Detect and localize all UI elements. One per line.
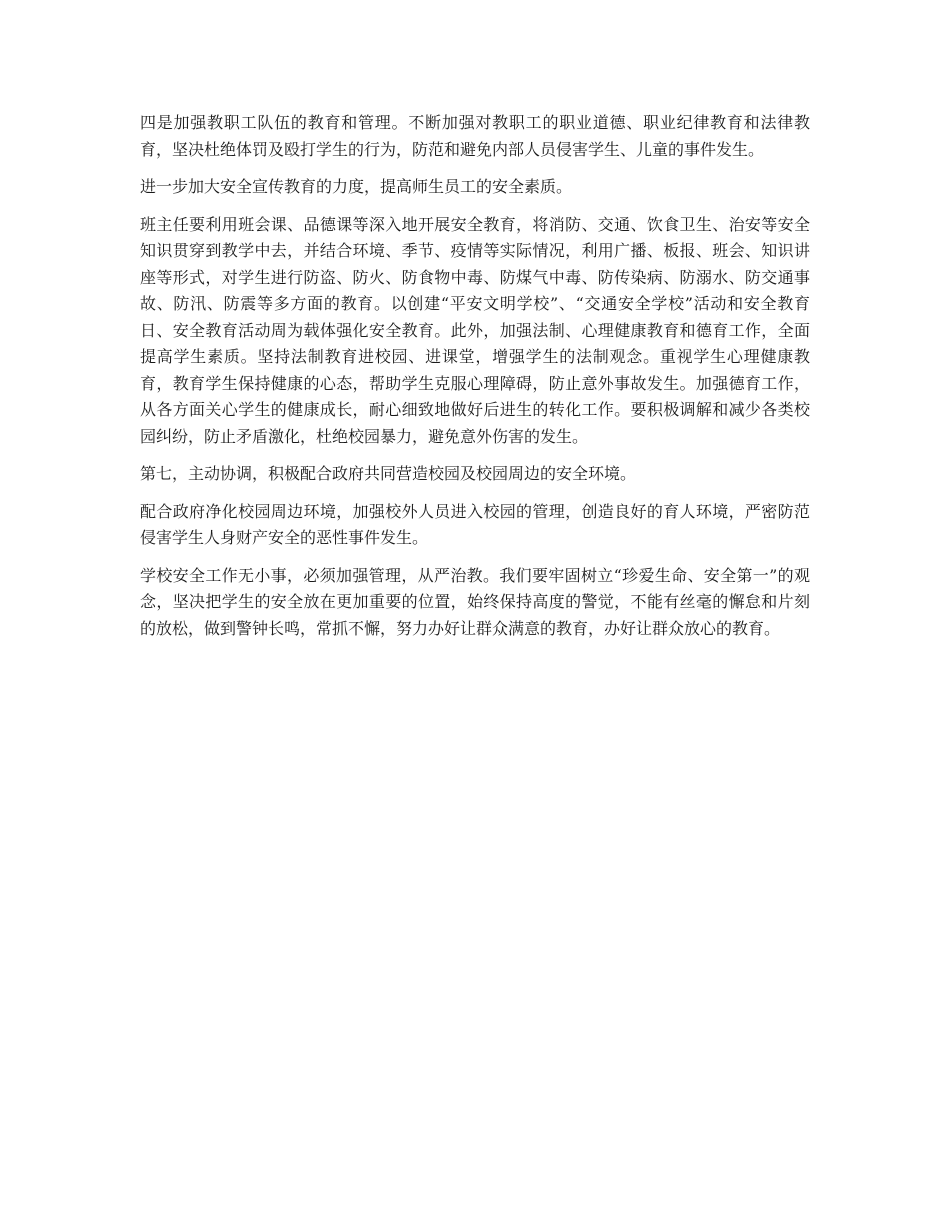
paragraph-campus-environment: 配合政府净化校园周边环境，加强校外人员进入校园的管理，创造良好的育人环境，严密防范侵害学生人身财产安全的恶性事件发生。 [140, 501, 810, 547]
paragraph-safety-education: 班主任要利用班会课、品德课等深入地开展安全教育，将消防、交通、饮食卫生、治安等安全知识贯穿到教学中去，并结合环境、季节、疫情等实际情况，利用广播、板报、班会、知识讲座等形式，对学生进行防盗、防火、防食物中毒、防煤气中毒、防传染病、防溺水、防交通事故、防汛、防震等多方面的教育。以创建“平安文明学校”、“交通安全学校”活动和安全教育日、安全教育活动周为载体强化安全教育。此外，加强法制、心理健康教育和德育工作，全面提高学生素质。坚持法制教育进校园、进课堂，增强学生的法制观念。重视学生心理健康教育，教育学生保持健康的心态，帮助学生克服心理障碍，防止意外事故发生。加强德育工作，从各方面关心学生的健康成长，耐心细致地做好后进生的转化工作。要积极调解和减少各类校园纠纷，防止矛盾激化，杜绝校园暴力，避免意外伤害的发生。 [140, 214, 810, 446]
paragraph-conclusion: 学校安全工作无小事，必须加强管理，从严治教。我们要牢固树立“珍爱生命、安全第一”的观念，坚决把学生的安全放在更加重要的位置，始终保持高度的警觉，不能有丝毫的懈怠和片刻的放松，做到警钟长鸣，常抓不懈，努力办好让群众满意的教育，办好让群众放心的教育。 [140, 565, 810, 638]
paragraph-staff-management: 四是加强教职工队伍的教育和管理。不断加强对教职工的职业道德、职业纪律教育和法律教育，坚决杜绝体罚及殴打学生的行为，防范和避免内部人员侵害学生、儿童的事件发生。 [140, 113, 810, 159]
paragraph-safety-publicity-heading: 进一步加大安全宣传教育的力度，提高师生员工的安全素质。 [140, 177, 573, 196]
document-page [140, 110, 810, 653]
paragraph-seventh-point: 第七，主动协调，积极配合政府共同营造校园及校园周边的安全环境。 [140, 464, 637, 483]
